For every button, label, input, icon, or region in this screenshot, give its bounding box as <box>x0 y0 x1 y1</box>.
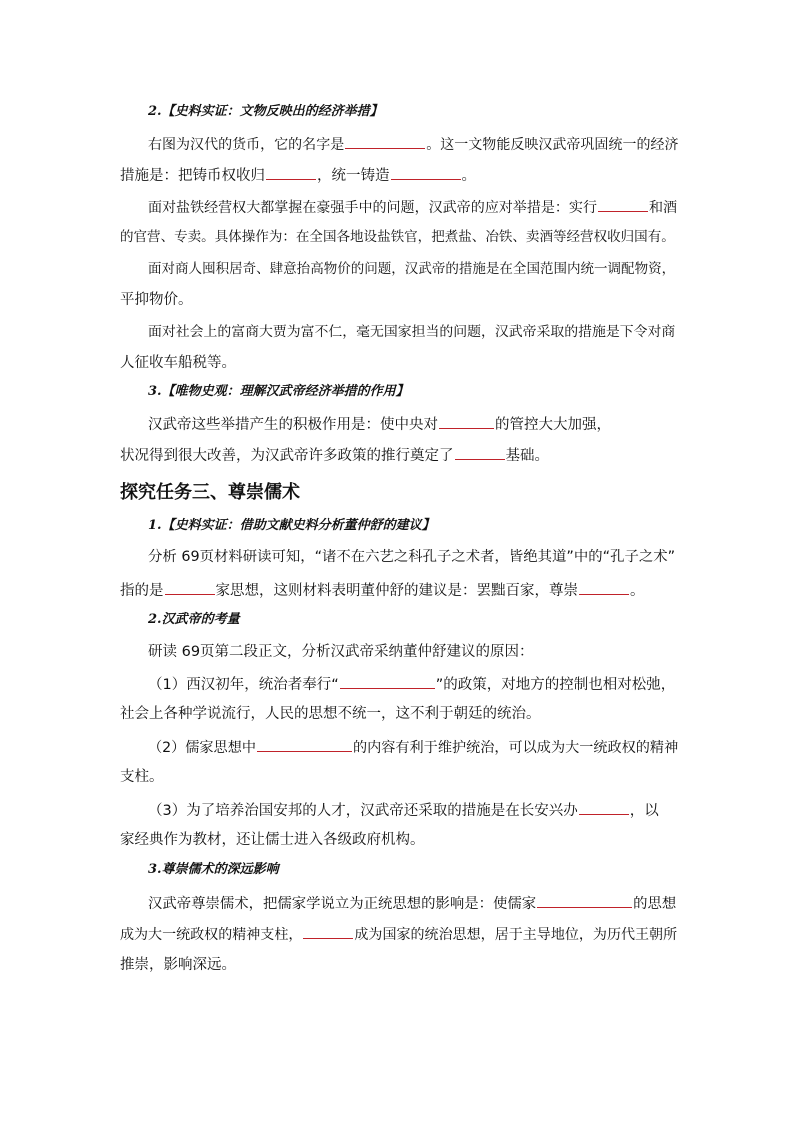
fill-blank[interactable] <box>579 579 629 595</box>
task3-i2-para-4 <box>148 799 659 821</box>
fill-blank[interactable] <box>340 673 435 689</box>
text: 。 <box>630 583 645 599</box>
s2-para-4-cont: 人征收车船税等。 <box>120 355 236 371</box>
s2-para-4: 面对社会上的富商大贾为富不仁，毫无国家担当的问题，汉武帝采取的措施是下令对商 <box>148 324 676 340</box>
task3-i2-para-3-cont: 支柱。 <box>120 769 164 785</box>
text: 汉武帝尊崇儒术，把儒家学说立为正统思想的影响是：使儒家 <box>148 896 537 912</box>
s3-para-1 <box>148 413 611 435</box>
fill-blank[interactable] <box>257 736 352 752</box>
fill-blank[interactable] <box>598 196 648 212</box>
s2-para-3-cont: 平抑物价。 <box>120 292 193 308</box>
text: （2）儒家思想中 <box>148 740 256 756</box>
text: 指的是 <box>120 583 164 599</box>
text: 的内容有利于维护统治，可以成为大一统政权的精神 <box>352 740 679 756</box>
s2-para-1 <box>148 133 679 155</box>
task3-i3-para-1-cont <box>120 923 677 945</box>
section-3-title: 3.【唯物史观：理解汉武帝经济举措的作用】 <box>148 384 409 399</box>
text: （3）为了培养治国安邦的人才，汉武帝还采取的措施是在长安兴办 <box>148 803 578 819</box>
fill-blank[interactable] <box>455 444 505 460</box>
fill-blank[interactable] <box>391 164 461 180</box>
section-2-title: 2.【史料实证：文物反映出的经济举措】 <box>148 104 383 119</box>
text: 成为大一统政权的精神支柱， <box>120 927 303 943</box>
task3-i2-para-1: 研读 69页第二段正文，分析汉武帝采纳董仲舒建议的原因： <box>148 644 534 660</box>
fill-blank[interactable] <box>303 923 353 939</box>
text: 面对盐铁经营权大都掌握在豪强手中的问题，汉武帝的应对举措是：实行 <box>148 200 597 216</box>
task-3-heading: 探究任务三、尊崇儒术 <box>120 482 300 503</box>
text: ，统一铸造 <box>317 168 390 184</box>
text: 基础。 <box>505 448 549 464</box>
task3-i2-para-4-cont: 家经典作为教材，还让儒士进入各级政府机构。 <box>120 832 425 848</box>
text: 右图为汉代的货币，它的名字是 <box>148 137 345 153</box>
fill-blank[interactable] <box>266 164 316 180</box>
s2-para-2 <box>148 196 677 218</box>
task3-i2-para-3 <box>148 736 678 758</box>
task3-i2-para-2 <box>148 673 675 695</box>
task3-item-2-title: 2.汉武帝的考量 <box>148 612 240 627</box>
text: 和酒 <box>649 200 678 216</box>
fill-blank[interactable] <box>537 892 632 908</box>
task3-i1-para-1-cont <box>120 579 645 601</box>
text: 措施是：把铸币权收归 <box>120 168 265 184</box>
task3-i2-para-2-cont: 社会上各种学说流行，人民的思想不统一，这不利于朝廷的统治。 <box>120 706 541 722</box>
s2-para-3: 面对商人囤积居奇、肆意抬高物价的问题，汉武帝的措施是在全国范围内统一调配物资， <box>148 261 676 277</box>
task3-i3-para-1 <box>148 892 676 914</box>
text: ”的政策，对地方的控制也相对松弛， <box>435 677 676 693</box>
text: 的管控大大加强， <box>495 417 611 433</box>
task3-item-1-title: 1.【史料实证：借助文献史料分析董仲舒的建议】 <box>148 518 435 533</box>
text: 状况得到很大改善，为汉武帝许多政策的推行奠定了 <box>120 448 454 464</box>
text: 。这一文物能反映汉武帝巩固统一的经济 <box>426 137 679 153</box>
text: 成为国家的统治思想，居于主导地位，为历代王朝所 <box>354 927 678 943</box>
fill-blank[interactable] <box>165 579 215 595</box>
s3-para-1-cont <box>120 444 549 466</box>
task3-item-3-title: 3.尊崇儒术的深远影响 <box>148 862 279 877</box>
fill-blank[interactable] <box>345 133 425 149</box>
text: 家思想，这则材料表明董仲舒的建议是：罢黜百家，尊崇 <box>215 583 578 599</box>
text: 的思想 <box>633 896 677 912</box>
text: 。 <box>461 168 476 184</box>
task3-i1-para-1: 分析 69页材料研读可知，“诸不在六艺之科孔子之术者，皆绝其道”中的“孔子之术” <box>148 549 676 565</box>
text: ，以 <box>629 803 659 819</box>
fill-blank[interactable] <box>579 799 629 815</box>
s2-para-1-cont <box>120 164 476 186</box>
task3-i3-para-1-cont2: 推崇，影响深远。 <box>120 957 236 973</box>
fill-blank[interactable] <box>439 413 494 429</box>
text: 汉武帝这些举措产生的积极作用是：使中央对 <box>148 417 438 433</box>
text: （1）西汉初年，统治者奉行“ <box>148 677 339 693</box>
s2-para-2-cont: 的官营、专卖。具体操作为：在全国各地设盐铁官，把煮盐、冶铁、卖酒等经营权收归国有。 <box>120 229 675 245</box>
